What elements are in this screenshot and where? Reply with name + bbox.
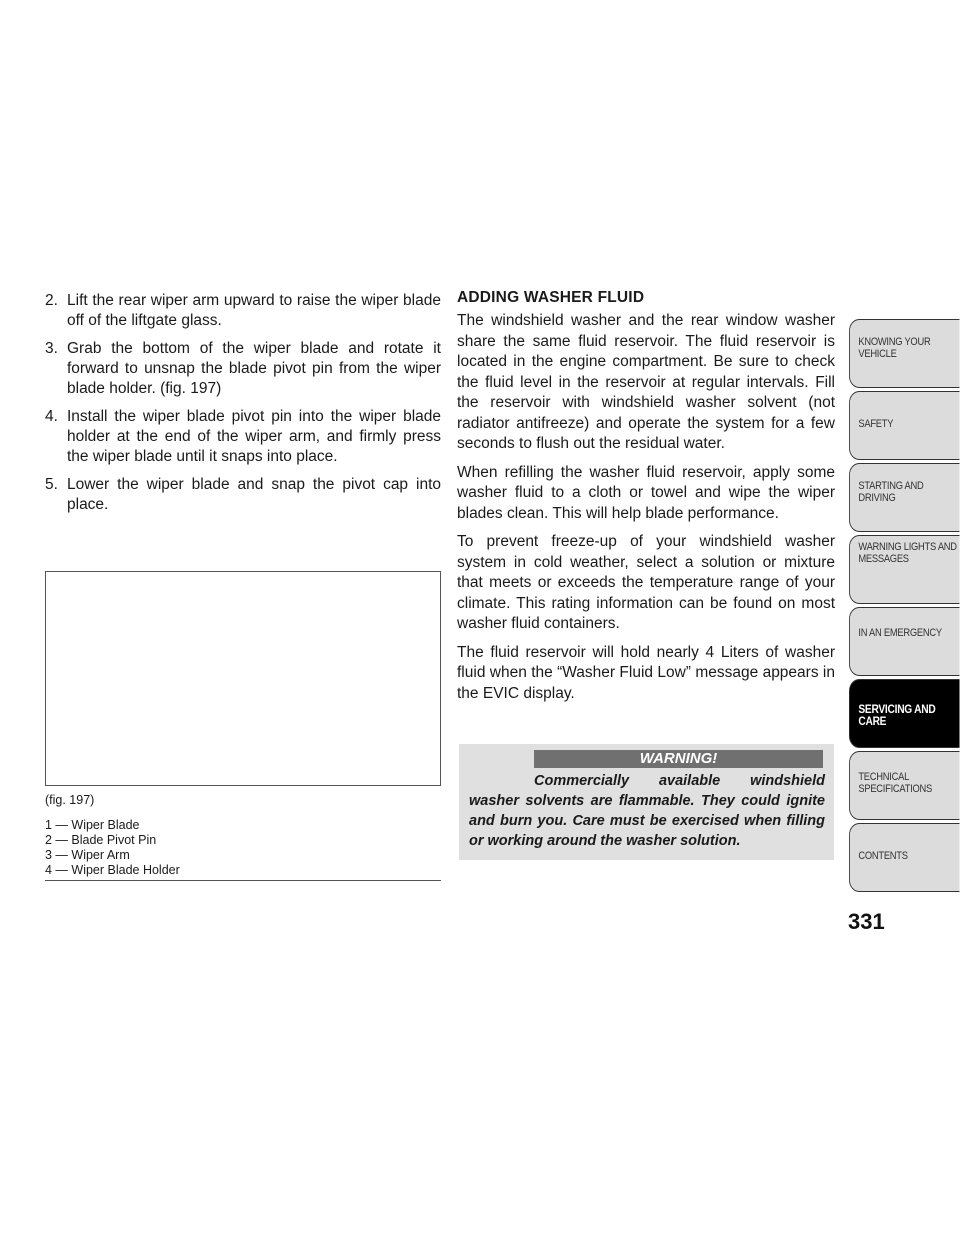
warning-box — [459, 744, 834, 860]
tab-starting-and-driving[interactable]: STARTING AND DRIVING — [849, 463, 960, 532]
step-text: Lower the wiper blade and snap the pivot cap into place. — [67, 476, 441, 513]
figure-image-placeholder — [45, 571, 441, 786]
legend-item: 4 — Wiper Blade Holder — [45, 863, 180, 877]
tab-servicing-and-care[interactable]: SERVICING AND CARE — [849, 679, 960, 748]
warning-text: Commercially available windshield washer solvents are flammable. They could ignite and burn you. Care must be exercised when filling or working around the washer solution. — [469, 773, 825, 849]
step-text: Grab the bottom of the wiper blade and rotate it forward to unsnap the blade pivot pin from the wiper blade holder. (fig. 197) — [67, 340, 441, 397]
figure-caption: (fig. 197) — [45, 793, 95, 807]
tab-technical-specifications[interactable]: TECHNICAL SPECIFICATIONS — [849, 751, 960, 820]
step-4 — [45, 407, 441, 467]
step-number: 3. — [45, 340, 58, 357]
step-number: 2. — [45, 292, 58, 309]
section-title: ADDING WASHER FLUID — [457, 289, 645, 306]
warning-text-wrap — [469, 771, 825, 851]
tab-in-an-emergency[interactable]: IN AN EMERGENCY — [849, 607, 960, 676]
step-text: Lift the rear wiper arm upward to raise the wiper blade off of the liftgate glass. — [67, 292, 441, 329]
chapter-tabs — [849, 319, 960, 895]
washer-fluid-section — [457, 289, 835, 712]
legend-item: 3 — Wiper Arm — [45, 848, 130, 862]
step-3 — [45, 339, 441, 399]
paragraph: The fluid reservoir will hold nearly 4 Liters of washer fluid when the “Washer Fluid Low” message appears in the EVIC display. — [457, 643, 835, 702]
tab-contents[interactable]: CONTENTS — [849, 823, 960, 892]
paragraph: The windshield washer and the rear window washer share the same fluid reservoir. The fluid reservoir is located in the engine compartment. Be sure to check the fluid level in the reservoir at regular intervals. Fill the reservoir with windshield washer solvent (not radiator antifreeze) and operate the system for a few seconds to flush out the residual water. — [457, 312, 835, 452]
tab-warning-lights[interactable]: WARNING LIGHTS AND MESSAGES — [849, 535, 960, 604]
page-number: 331 — [848, 909, 885, 934]
paragraph: When refilling the washer fluid reservoir, apply some washer fluid to a cloth or towel and wipe the wiper blades clean. This will help blade performance. — [457, 463, 835, 522]
warning-title: WARNING! — [534, 750, 823, 768]
step-text: Install the wiper blade pivot pin into the wiper blade holder at the end of the wiper arm, and firmly press the wiper blade until it snaps into place. — [67, 408, 441, 465]
legend-item: 2 — Blade Pivot Pin — [45, 833, 157, 847]
tab-knowing-your-vehicle[interactable]: KNOWING YOUR VEHICLE — [849, 319, 960, 388]
tab-safety[interactable]: SAFETY — [849, 391, 960, 460]
step-5 — [45, 475, 441, 515]
step-number: 5. — [45, 476, 58, 493]
paragraph: To prevent freeze-up of your windshield washer system in cold weather, select a solution or mixture that meets or exceeds the temperature range of your climate. This rating information can be found on most washer fluid containers. — [457, 533, 835, 632]
step-number: 4. — [45, 408, 58, 425]
instructions-column — [45, 291, 441, 523]
figure-legend — [45, 818, 441, 881]
legend-item: 1 — Wiper Blade — [45, 818, 140, 832]
step-2 — [45, 291, 441, 331]
